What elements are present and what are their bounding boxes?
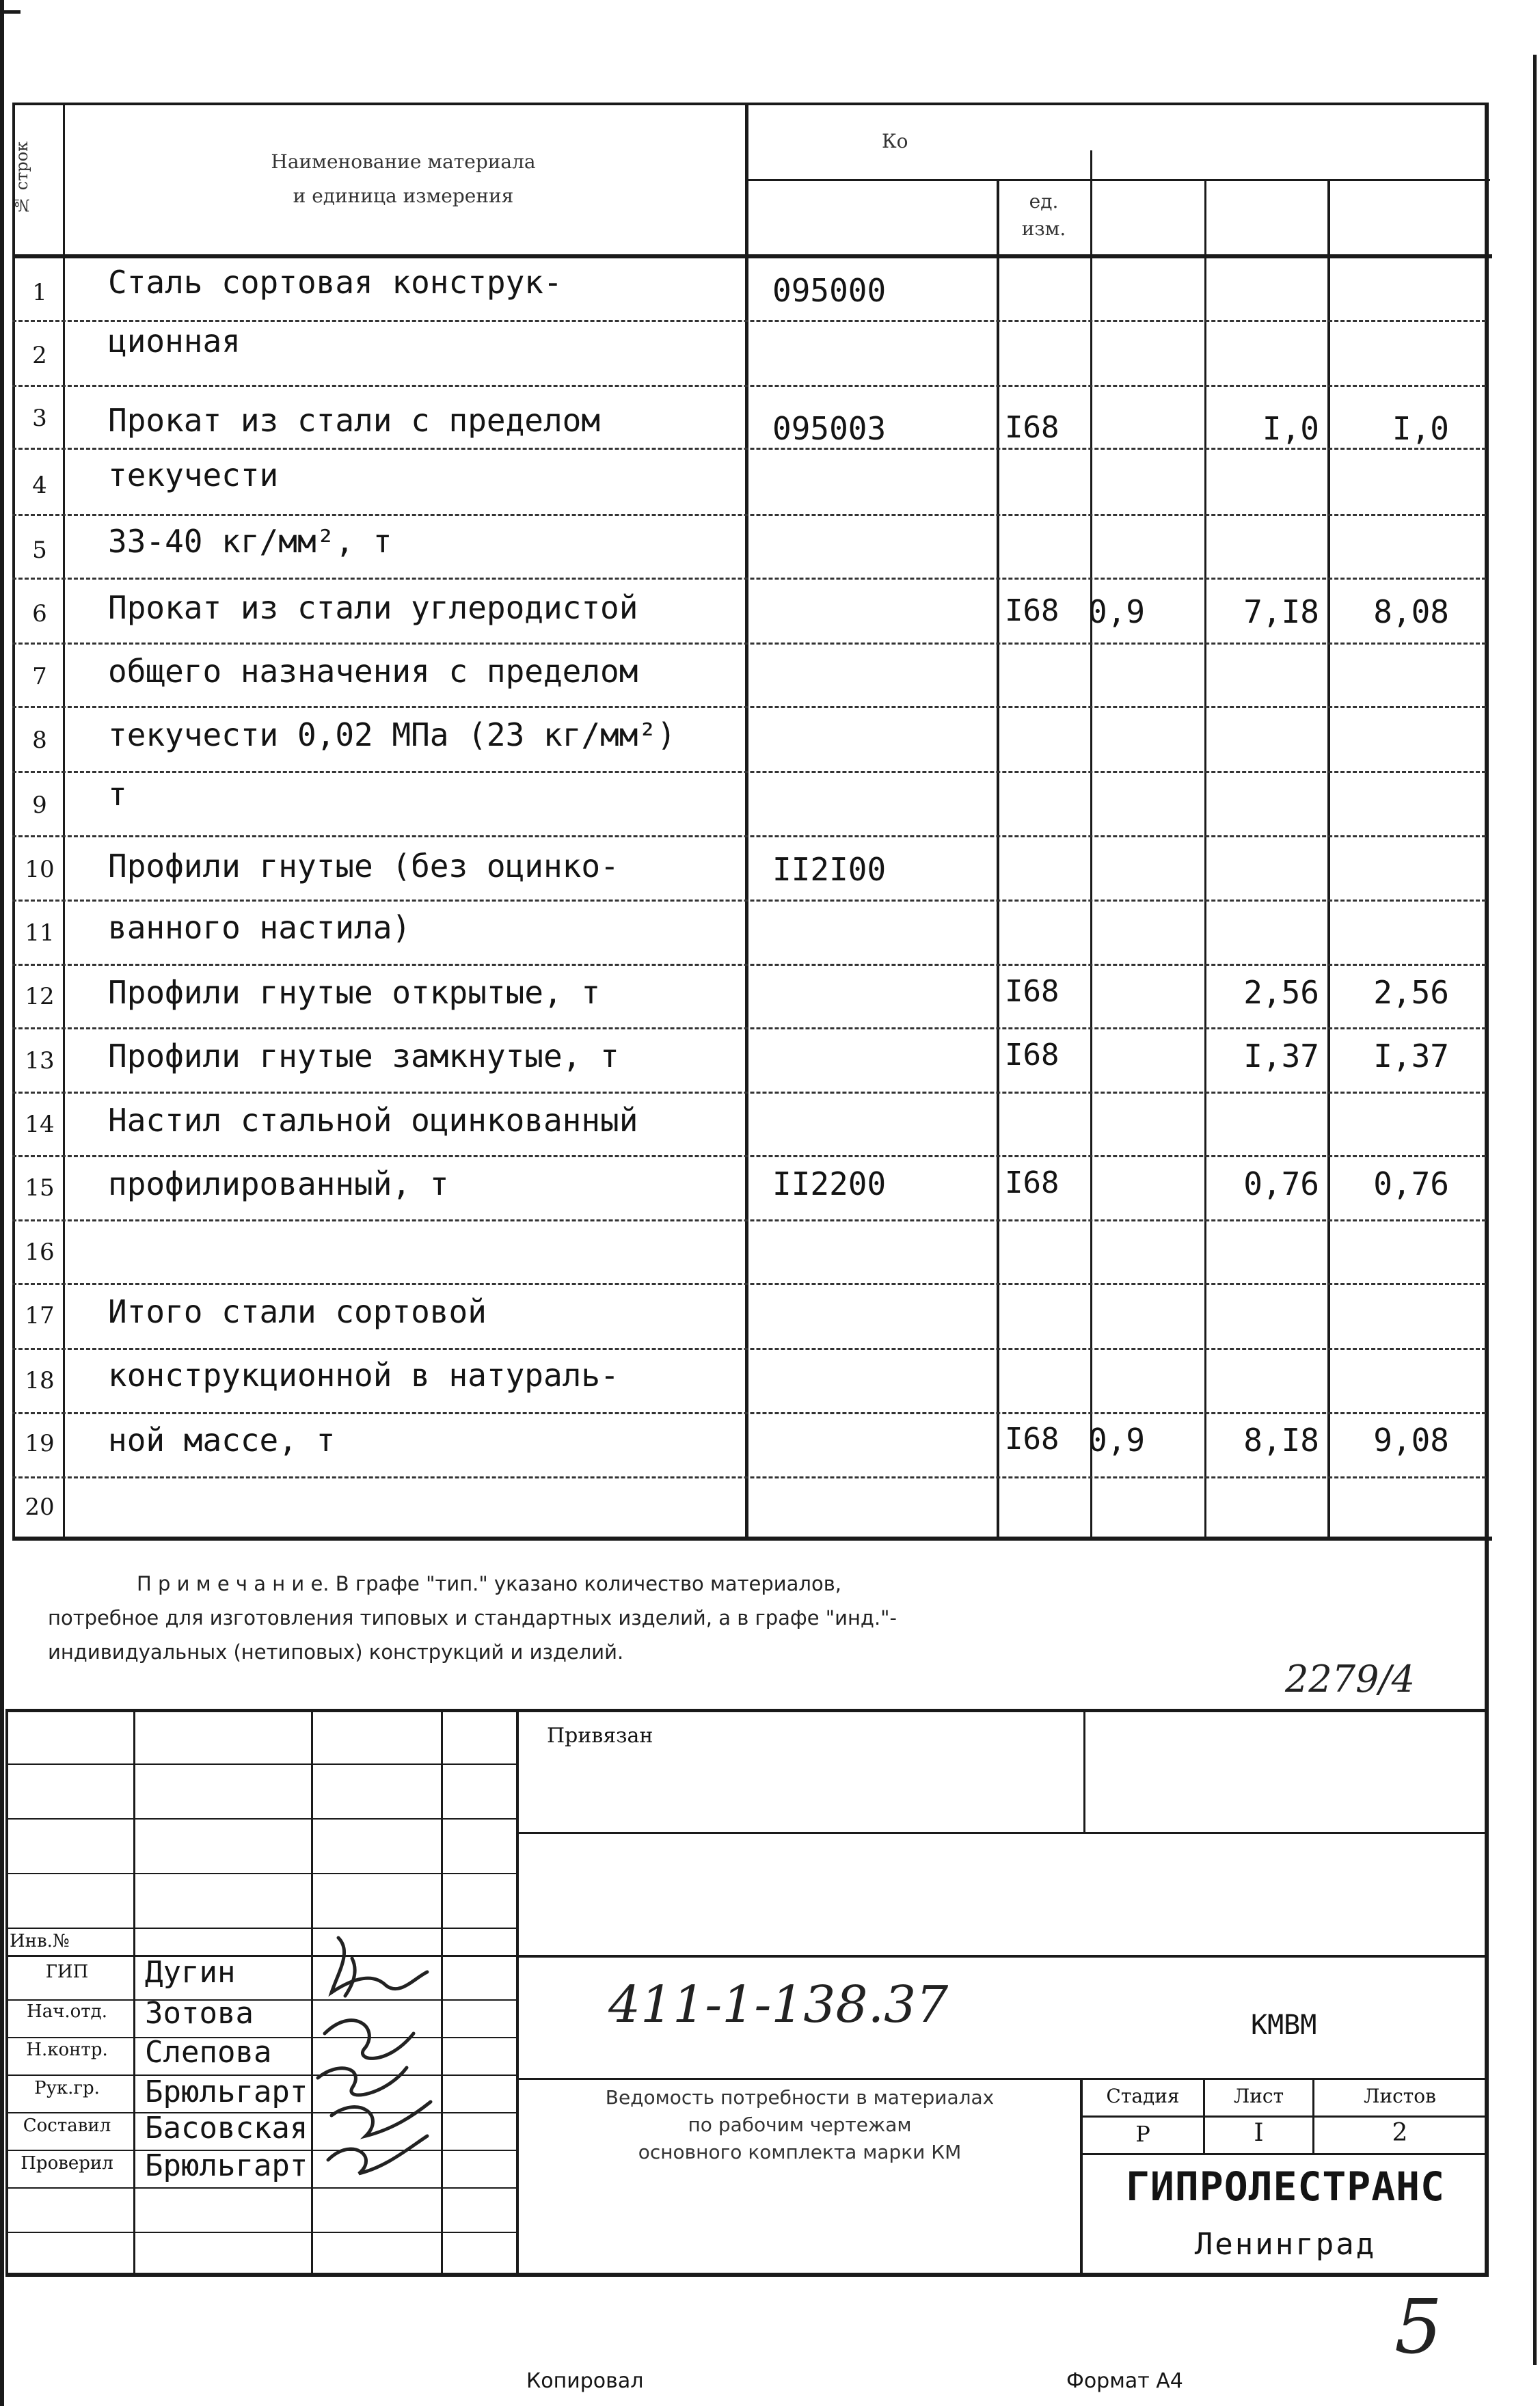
- row-text: конструкционной в натураль-: [108, 1357, 619, 1394]
- note-line-3: индивидуальных (нетиповых) конструкций и изделий.: [48, 1640, 624, 1664]
- row-total: 2,56: [1373, 974, 1449, 1011]
- row-unit: I68: [1005, 1422, 1059, 1457]
- role-label: Проверил: [21, 2153, 113, 2174]
- row-typ: 0,9: [1088, 593, 1146, 630]
- row-unit: I68: [1005, 1165, 1059, 1200]
- row-ind: I,37: [1243, 1038, 1319, 1074]
- row-code: 095003: [772, 410, 887, 447]
- role-label: Нач.отд.: [27, 2001, 107, 2022]
- row-number: 11: [25, 919, 55, 947]
- format-label: Формат А4: [1066, 2369, 1183, 2393]
- row-number: 7: [32, 663, 47, 690]
- organization-name: ГИПРОЛЕСТРАНС: [1126, 2163, 1445, 2210]
- row-number: 14: [25, 1111, 55, 1138]
- row-number: 10: [25, 856, 55, 883]
- organization-city: Ленинград: [1194, 2227, 1377, 2262]
- row-typ: 0,9: [1088, 1422, 1146, 1459]
- inventory-number-label: Инв.№: [10, 1931, 70, 1951]
- stage-value: Р: [1135, 2121, 1150, 2147]
- row-unit: I68: [1005, 593, 1059, 628]
- row-total: 8,08: [1373, 593, 1449, 630]
- row-number: 9: [32, 792, 47, 819]
- role-label: ГИП: [45, 1962, 89, 1982]
- description-line-2: по рабочим чертежам: [688, 2113, 912, 2136]
- person-name: Брюльгарт: [145, 2074, 308, 2109]
- row-text: Прокат из стали с пределом: [108, 402, 601, 439]
- row-number: 17: [25, 1302, 55, 1329]
- page-mark: 5: [1394, 2283, 1442, 2370]
- row-total: I,37: [1373, 1038, 1449, 1074]
- description-line-1: Ведомость потребности в материалах: [605, 2086, 995, 2109]
- privyazan-label: Привязан: [547, 1724, 653, 1748]
- row-code: 095000: [772, 272, 887, 309]
- row-number: 20: [25, 1493, 55, 1521]
- row-number: 19: [25, 1430, 55, 1457]
- person-name: Слепова: [145, 2035, 272, 2070]
- sheet-label: Лист: [1233, 2085, 1284, 2107]
- row-text: 33-40 кг/мм², т: [108, 523, 392, 560]
- role-label: Рук.гр.: [34, 2078, 100, 2098]
- document-code: КМВМ: [1251, 2010, 1317, 2041]
- person-name: Брюльгарт: [145, 2148, 308, 2183]
- row-text: Профили гнутые замкнутые, т: [108, 1038, 619, 1074]
- stage-label: Стадия: [1106, 2085, 1180, 2107]
- row-text: Настил стальной оцинкованный: [108, 1102, 638, 1139]
- note-line-1: П р и м е ч а н и е. В графе "тип." указано количество материалов,: [137, 1572, 842, 1595]
- row-unit: I68: [1005, 1038, 1059, 1072]
- row-ind: 0,76: [1243, 1165, 1319, 1202]
- header-col-number: № строк: [12, 141, 31, 215]
- header-col-name-line1: Наименование материала: [271, 150, 536, 173]
- person-name: Зотова: [145, 1996, 254, 2031]
- row-number: 3: [32, 405, 47, 432]
- header-col-unit-line1: ед.: [1029, 190, 1059, 213]
- row-total: 0,76: [1373, 1165, 1449, 1202]
- row-text: текучести: [108, 457, 279, 494]
- role-label: Н.контр.: [26, 2040, 108, 2060]
- person-name: Басовская: [145, 2111, 308, 2146]
- sheets-label: Листов: [1364, 2085, 1436, 2107]
- row-number: 18: [25, 1367, 55, 1394]
- row-code: II2200: [772, 1165, 887, 1202]
- row-text: ционная: [108, 323, 241, 360]
- row-ind: 7,I8: [1243, 593, 1319, 630]
- row-text: ванного настила): [108, 909, 411, 946]
- row-number: 1: [32, 279, 47, 306]
- row-number: 2: [32, 342, 47, 369]
- row-number: 16: [25, 1239, 55, 1266]
- row-number: 8: [32, 727, 47, 754]
- row-ind: I,0: [1262, 410, 1319, 447]
- description-line-3: основного комплекта марки КМ: [638, 2141, 962, 2163]
- document-number: 411-1-138.37: [608, 1975, 949, 2034]
- row-total: 9,08: [1373, 1422, 1449, 1459]
- sheet-value: I: [1254, 2119, 1264, 2147]
- row-unit: I68: [1005, 974, 1059, 1009]
- row-ind: 2,56: [1243, 974, 1319, 1011]
- header-col-name-line2: и единица измерения: [293, 185, 514, 207]
- row-number: 5: [32, 537, 47, 564]
- row-total: I,0: [1392, 410, 1449, 447]
- note-line-2: потребное для изготовления типовых и стандартных изделий, а в графе "инд."-: [48, 1606, 897, 1630]
- row-text: т: [108, 776, 127, 813]
- row-text: профилированный, т: [108, 1165, 449, 1202]
- row-text: текучести 0,02 МПа (23 кг/мм²): [108, 716, 676, 753]
- row-text: Профили гнутые (без оцинко-: [108, 848, 619, 884]
- row-code: II2I00: [772, 851, 887, 888]
- row-text: общего назначения с пределом: [108, 653, 638, 690]
- copied-label: Копировал: [526, 2369, 644, 2393]
- row-ind: 8,I8: [1243, 1422, 1319, 1459]
- row-number: 12: [25, 983, 55, 1010]
- row-number: 6: [32, 600, 47, 627]
- row-text: ной массе, т: [108, 1422, 336, 1459]
- role-label: Составил: [23, 2116, 111, 2136]
- person-name: Дугин: [145, 1955, 236, 1990]
- handwritten-signatures: [311, 1931, 441, 2191]
- header-col-code: Ко: [882, 130, 908, 152]
- row-text: Сталь сортовая конструк-: [108, 264, 563, 301]
- row-text: Профили гнутые открытые, т: [108, 974, 601, 1011]
- row-unit: I68: [1005, 410, 1059, 445]
- sheets-value: 2: [1392, 2119, 1408, 2147]
- row-number: 13: [25, 1047, 55, 1074]
- header-col-unit-line2: изм.: [1021, 217, 1066, 240]
- row-number: 4: [32, 472, 47, 499]
- row-text: Итого стали сортовой: [108, 1293, 487, 1330]
- handwritten-reference: 2279/4: [1285, 1658, 1415, 1701]
- row-number: 15: [25, 1174, 55, 1202]
- row-text: Прокат из стали углеродистой: [108, 589, 638, 626]
